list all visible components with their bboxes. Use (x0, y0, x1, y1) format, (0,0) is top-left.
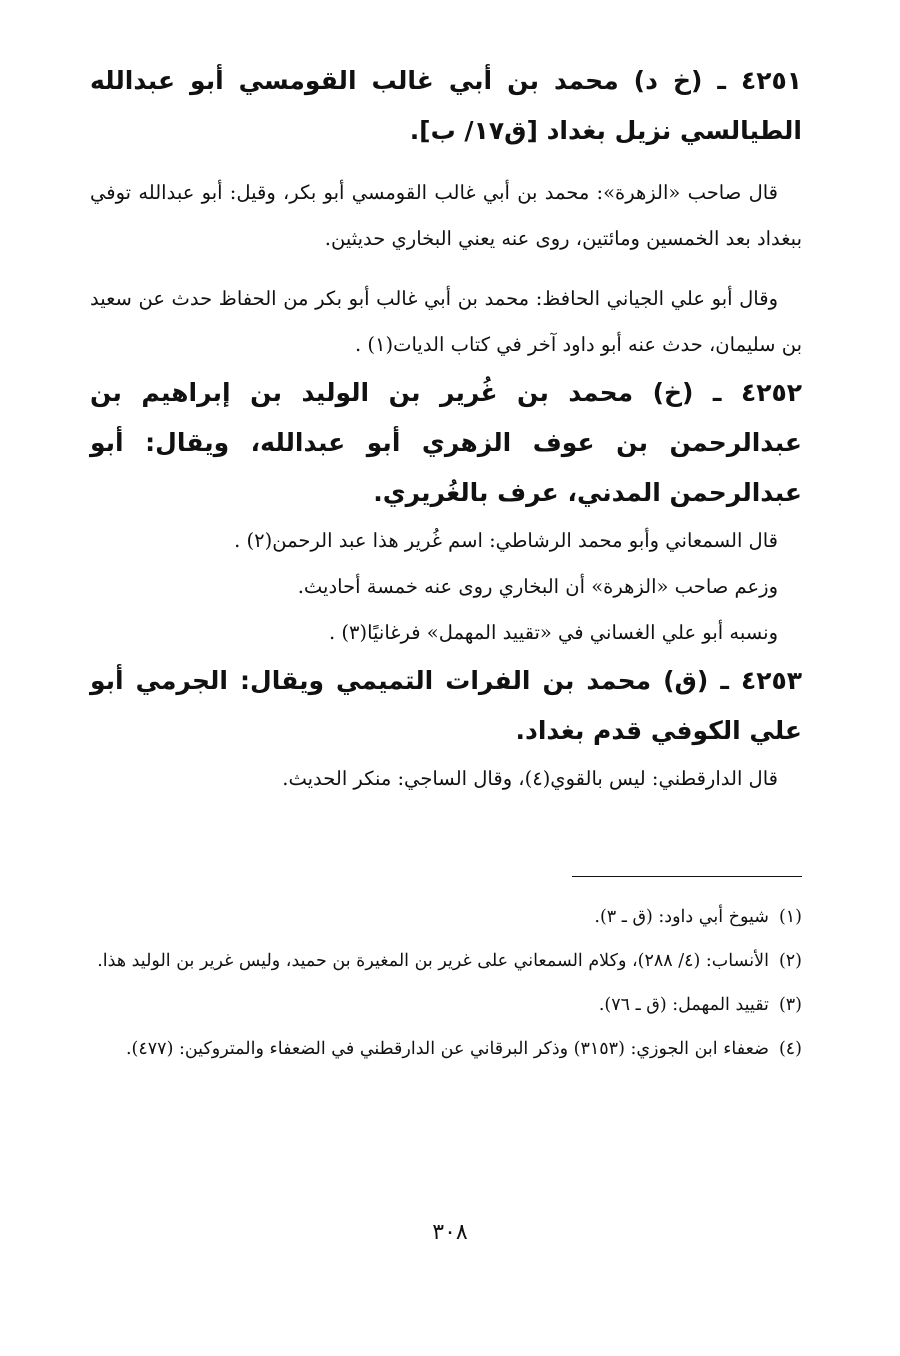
entry-heading-4251: ٤٢٥١ ـ (خ د) محمد بن أبي غالب القومسي أبو عبدالله الطيالسي نزيل بغداد [ق١٧/ ب]. (90, 66, 802, 145)
entry-paragraph: وزعم صاحب «الزهرة» أن البخاري روى عنه خمسة أحاديث. (297, 575, 778, 598)
footnote-number: (٣) (778, 995, 802, 1015)
footnote-number: (١) (778, 907, 802, 927)
footnote-text: شيوخ أبي داود: (ق ـ ٣). (594, 907, 769, 927)
footnote (90, 895, 802, 939)
footnote-number: (٤) (778, 1039, 802, 1059)
footnote-text: ضعفاء ابن الجوزي: (٣١٥٣) وذكر البرقاني عن الدارقطني في الضعفاء والمتروكين: (٤٧٧). (125, 1039, 769, 1059)
page-body (90, 56, 802, 802)
entry-paragraph: قال السمعاني وأبو محمد الرشاطي: اسم غُرير هذا عبد الرحمن(٢) . (234, 529, 778, 552)
footnote (90, 983, 802, 1027)
footnote-text: تقييد المهمل: (ق ـ ٧٦). (598, 995, 769, 1015)
entry-heading-4253: ٤٢٥٣ ـ (ق) محمد بن الفرات التميمي ويقال: الجرمي أبو علي الكوفي قدم بغداد. (90, 666, 802, 745)
footnote-number: (٢) (778, 951, 802, 971)
footnote (90, 1027, 802, 1071)
footnote-text: الأنساب: (٤/ ٢٨٨)، وكلام السمعاني على غرير بن المغيرة بن حميد، وليس غرير بن الوليد هذا. (97, 951, 769, 971)
footnote-separator (572, 876, 802, 877)
footnotes (90, 895, 802, 1071)
entry-heading-4252: ٤٢٥٢ ـ (خ) محمد بن غُرير بن الوليد بن إبراهيم بن عبدالرحمن بن عوف الزهري أبو عبدالله، ويقال: أبو عبدالرحمن المدني، عرف بالغُريري. (90, 378, 802, 507)
entry-paragraph: وقال أبو علي الجياني الحافظ: محمد بن أبي غالب أبو بكر من الحفاظ حدث عن سعيد بن سليمان، حدث عنه أبو داود آخر في كتاب الديات(١) . (90, 287, 802, 356)
entry-paragraph: قال الدارقطني: ليس بالقوي(٤)، وقال الساجي: منكر الحديث. (282, 767, 778, 790)
page-number: ٣٠٨ (432, 1220, 468, 1245)
entry-paragraph: قال صاحب «الزهرة»: محمد بن أبي غالب القومسي أبو بكر، وقيل: أبو عبدالله توفي ببغداد بعد الخمسين ومائتين، روى عنه يعني البخاري حديثين. (90, 181, 802, 250)
footnote (90, 939, 802, 983)
entry-paragraph: ونسبه أبو علي الغساني في «تقييد المهمل» فرغانيًا(٣) . (329, 621, 778, 644)
